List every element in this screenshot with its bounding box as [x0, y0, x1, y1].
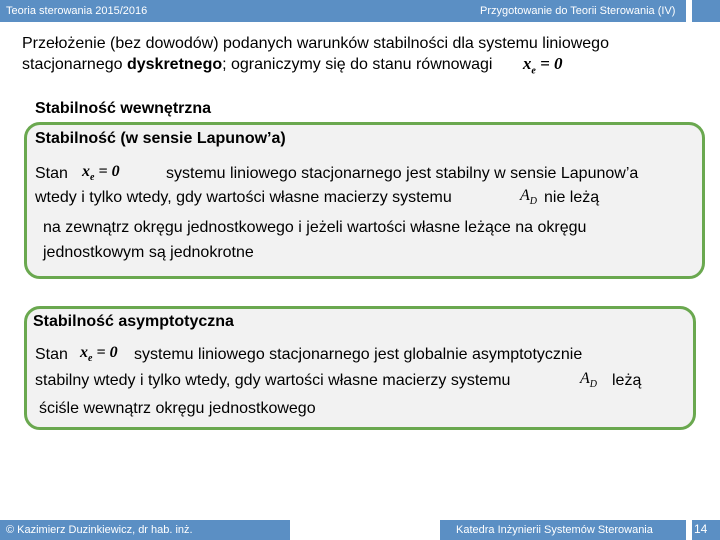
intro-line-1: Przełożenie (bez dowodów) podanych warunków stabilności dla systemu liniowego [22, 35, 609, 52]
intro-line-2a: stacjonarnego [22, 56, 127, 73]
panel2-matrix-symbol: $A_D$ [580, 370, 598, 391]
panel1-line2-end: nie leżą [544, 189, 600, 206]
intro-paragraph [22, 34, 702, 81]
panel2-line3: ściśle wewnątrz okręgu jednostkowego [39, 400, 316, 417]
header-bar [0, 0, 686, 22]
panel1-line1-rest: systemu liniowego stacjonarnego jest stabilny w sensie Lapunow’a [166, 165, 639, 182]
panel1-line1-start: Stan [35, 165, 68, 182]
panel2-line2: stabilny wtedy i tylko wtedy, gdy wartości własne macierzy systemu [35, 372, 511, 389]
panel1-line4: jednostkowym są jednokrotne [43, 244, 254, 261]
header-lecture-title: Przygotowanie do Teorii Sterowania (IV) [480, 5, 676, 17]
intro-keyword: dyskretnego [126, 56, 223, 73]
panel2-line1-start: Stan [35, 346, 68, 363]
panel2-heading: Stabilność asymptotyczna [33, 313, 234, 330]
intro-line-2c: ; ograniczymy się do stanu równowagi [222, 56, 493, 73]
footer-department: Katedra Inżynierii Systemów Sterowania [456, 524, 653, 536]
panel1-matrix-symbol: $A_D$ [520, 187, 538, 208]
header-course-title: Teoria sterowania 2015/2016 [6, 5, 148, 17]
panel2-state-formula: $x_e = 0$ [80, 344, 118, 365]
panel1-line2: wtedy i tylko wtedy, gdy wartości własne macierzy systemu [35, 189, 452, 206]
panel1-state-formula: $x_e = 0$ [82, 163, 120, 184]
header-corner-block [692, 0, 720, 22]
panel1-heading: Stabilność (w sensie Lapunow’a) [35, 130, 286, 147]
panel2-line1-rest: systemu liniowego stacjonarnego jest globalnie asymptotycznie [134, 346, 583, 363]
page-number: 14 [694, 522, 708, 536]
footer-author: © Kazimierz Duzinkiewicz, dr hab. inż. [6, 524, 193, 536]
equilibrium-formula: $x_e = 0$ [522, 54, 563, 77]
section-heading-internal: Stabilność wewnętrzna [35, 100, 212, 117]
panel2-line2-end: leżą [612, 372, 642, 389]
panel1-line3: na zewnątrz okręgu jednostkowego i jeżeli wartości własne leżące na okręgu [43, 219, 587, 236]
